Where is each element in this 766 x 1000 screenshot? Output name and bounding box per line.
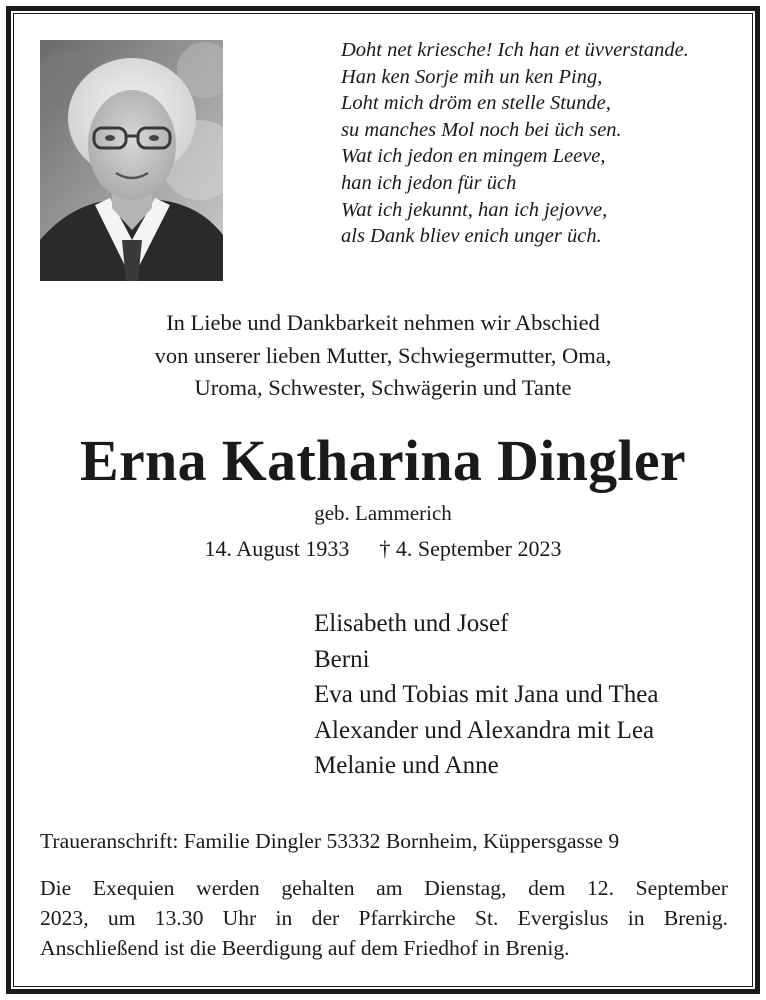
mourner-entry: Alexander und Alexandra mit Lea [314, 716, 655, 744]
birth-date: 14. August 1933 [204, 536, 350, 561]
poem [341, 37, 731, 250]
farewell-intro [0, 307, 766, 405]
mourners-list [314, 606, 658, 784]
poem-line: han ich jedon für üch [341, 171, 517, 194]
poem-line: als Dank bliev enich unger üch. [341, 225, 602, 248]
mourner-entry: Melanie und Anne [314, 752, 499, 779]
mourner-entry: Eva und Tobias mit Jana und Thea [314, 681, 659, 708]
mourner-entry: Berni [314, 645, 370, 673]
death-date: † 4. September 2023 [379, 536, 562, 561]
mourner-entry: Elisabeth und Josef [314, 610, 509, 637]
service-line: Die Exequien werden gehalten am Dienstag, dem 12. September [40, 876, 728, 900]
poem-line: Doht net kriesche! Ich han et üvverstande. [341, 39, 689, 61]
life-dates [0, 535, 766, 563]
portrait-photo [40, 40, 223, 281]
intro-line: In Liebe und Dankbarkeit nehmen wir Abschied [166, 310, 600, 335]
intro-line: Uroma, Schwester, Schwägerin und Tante [194, 375, 572, 400]
funeral-service-info [40, 873, 728, 963]
service-line: 2023, um 13.30 Uhr in der Pfarrkirche St. Evergislus in Brenig. [40, 906, 728, 930]
mourning-address: Traueranschrift: Familie Dingler 53332 Bornheim, Küppersgasse 9 [40, 829, 620, 853]
poem-line: Han ken Sorje mih un ken Ping, [341, 65, 603, 88]
intro-line: von unserer lieben Mutter, Schwiegermutter, Oma, [154, 342, 612, 368]
poem-line: su manches Mol noch bei üch sen. [341, 118, 622, 141]
service-line: Anschließend ist die Beerdigung auf dem Friedhof in Brenig. [40, 936, 570, 960]
poem-line: Loht mich dröm en stelle Stunde, [341, 92, 611, 115]
poem-line: Wat ich jekunnt, han ich jejovve, [341, 198, 608, 221]
maiden-name: geb. Lammerich [314, 501, 452, 525]
deceased-name: Erna Katharina Dingler [80, 428, 686, 493]
poem-line: Wat ich jedon en mingem Leeve, [341, 145, 606, 168]
